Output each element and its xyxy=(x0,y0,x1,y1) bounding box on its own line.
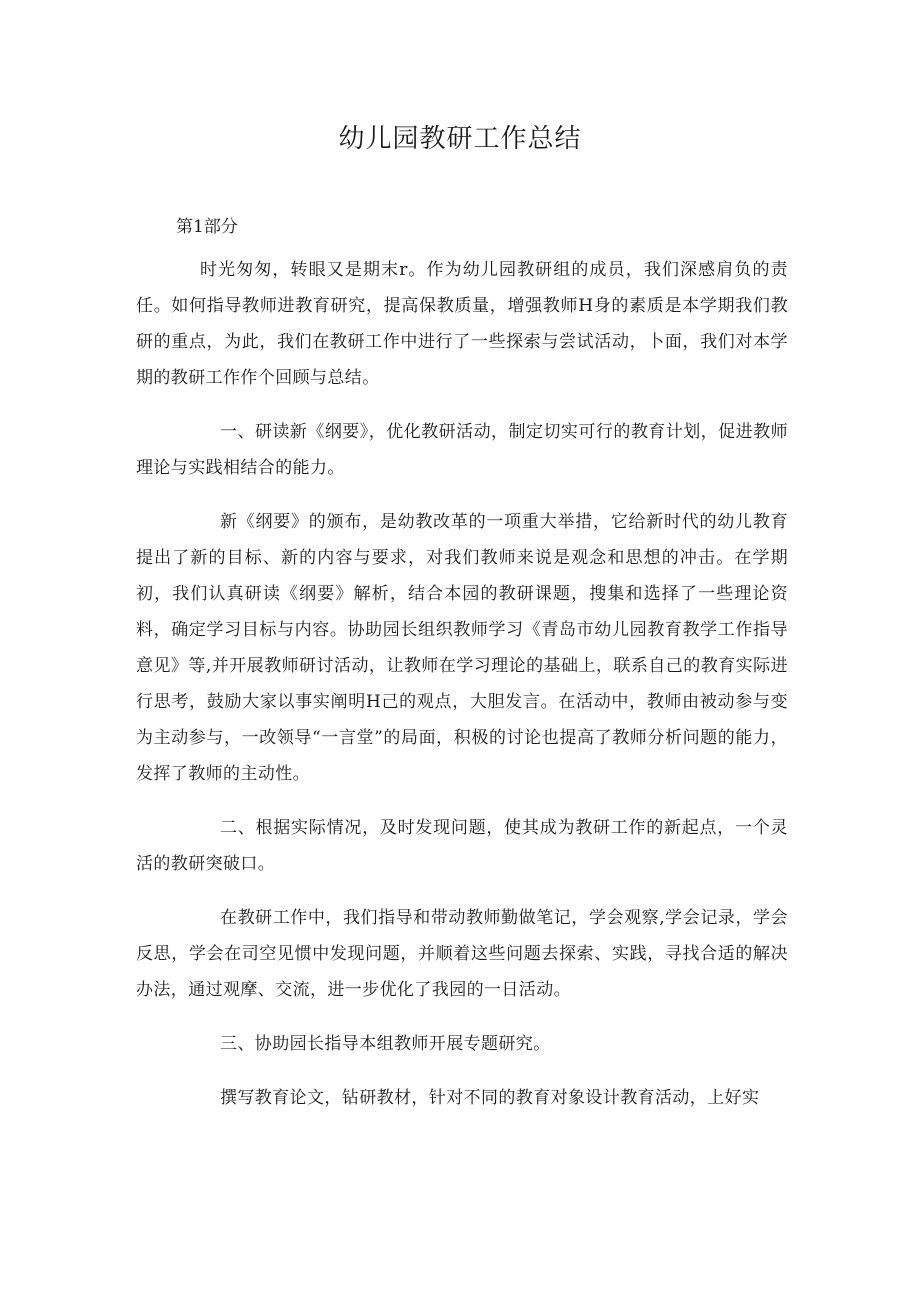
section-label: 第1部分 xyxy=(176,217,238,237)
heading-section-one: 一、研读新《纲要》，优化教研活动，制定切实可行的教育计划，促进教师理论与实践相结合的能力。 xyxy=(136,422,788,478)
document-title: 幼儿园教研工作总结 xyxy=(338,124,582,154)
paragraph-section-three: 撰写教育论文，钻研教材，针对不同的教育对象设计教育活动，上好实 xyxy=(220,1088,760,1108)
paragraph-section-two: 在教研工作中，我们指导和带动教师勤做笔记，学会观察,学会记录，学会反思，学会在司空见惯中发现问题，并顺着这些问题去探索、实践，寻找合适的解决办法，通过观摩、交流，进一步优化了我园的一日活动。 xyxy=(136,908,788,1000)
heading-section-two: 二、根据实际情况，及时发现问题，使其成为教研工作的新起点，一个灵活的教研突破口。 xyxy=(136,818,788,874)
paragraph-intro: 时光匆匆，转眼又是期末r。作为幼儿园教研组的成员，我们深感肩负的责任。如何指导教师进教育研究，提高保教质量，增强教师H身的素质是本学期我们教研的重点，为此，我们在教研工作中进行了一些探索与尝试活动，卜面，我们对本学期的教研工作作个回顾与总结。 xyxy=(136,260,788,388)
paragraph-section-one: 新《纲要》的颁布，是幼教改革的一项重大举措，它给新时代的幼儿教育提出了新的目标、新的内容与要求，对我们教师来说是观念和思想的冲击。在学期初，我们认真研读《纲要》解析，结合本园的教研课题，搜集和选择了一些理论资料，确定学习目标与内容。协助园长组织教师学习《青岛市幼儿园教育教学工作指导意见》等,并开展教师研讨活动，让教师在学习理论的基础上，联系自己的教育实际进行思考，鼓励大家以事实阐明H己的观点，大胆发言。在活动中，教师由被动参与变为主动参与，一改领导“一言堂”的局面，积极的讨论也提高了教师分析问题的能力，发挥了教师的主动性。 xyxy=(136,512,788,784)
heading-section-three: 三、协助园长指导本组教师开展专题研究。 xyxy=(220,1034,551,1054)
document-body xyxy=(136,252,788,1134)
